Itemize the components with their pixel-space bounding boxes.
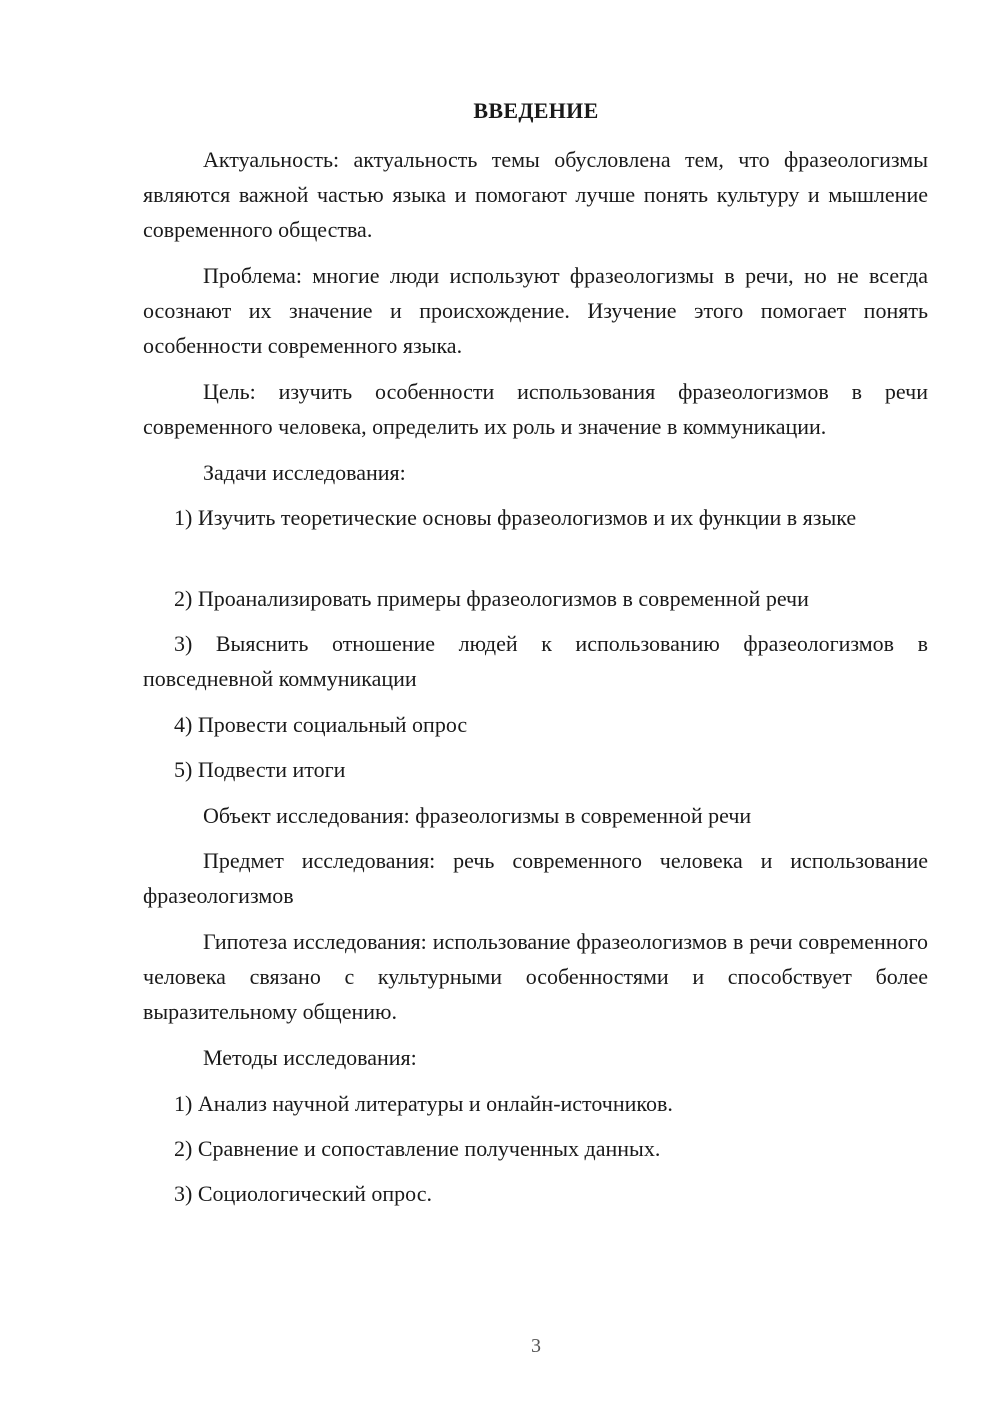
task-item-5: 5) Подвести итоги <box>174 757 346 782</box>
methods-heading: Методы исследования: <box>203 1045 417 1070</box>
method-item-2: 2) Сравнение и сопоставление полученных данных. <box>174 1136 661 1161</box>
goal-paragraph: Цель: изучить особенности использования фразеологизмов в речи современного человека, определить их роль и значение в коммуникации. <box>143 379 928 439</box>
relevance-paragraph: Актуальность: актуальность темы обусловлена тем, что фразеологизмы являются важной частью языка и помогают лучше понять культуру и мышление современного общества. <box>143 147 928 242</box>
task-item-1: 1) Изучить теоретические основы фразеологизмов и их функции в языке <box>174 505 857 530</box>
research-subject: Предмет исследования: речь современного человека и использование фразеологизмов <box>143 848 928 908</box>
task-item-3: 3) Выяснить отношение людей к использованию фразеологизмов в повседневной коммуникации <box>143 631 928 691</box>
research-hypothesis: Гипотеза исследования: использование фразеологизмов в речи современного человека связано с культурными особенностями и способствует более выразительному общению. <box>143 929 928 1024</box>
page-title: ВВЕДЕНИЕ <box>473 98 599 123</box>
page-number: 3 <box>531 1335 541 1357</box>
tasks-heading: Задачи исследования: <box>203 460 406 485</box>
task-item-2: 2) Проанализировать примеры фразеологизмов в современной речи <box>174 586 809 611</box>
problem-paragraph: Проблема: многие люди используют фразеологизмы в речи, но не всегда осознают их значение и происхождение. Изучение этого помогает понять особенности современного языка. <box>143 263 928 358</box>
research-object: Объект исследования: фразеологизмы в современной речи <box>203 803 752 828</box>
method-item-3: 3) Социологический опрос. <box>174 1181 432 1206</box>
task-item-4: 4) Провести социальный опрос <box>174 712 468 737</box>
method-item-1: 1) Анализ научной литературы и онлайн-источников. <box>174 1091 673 1116</box>
